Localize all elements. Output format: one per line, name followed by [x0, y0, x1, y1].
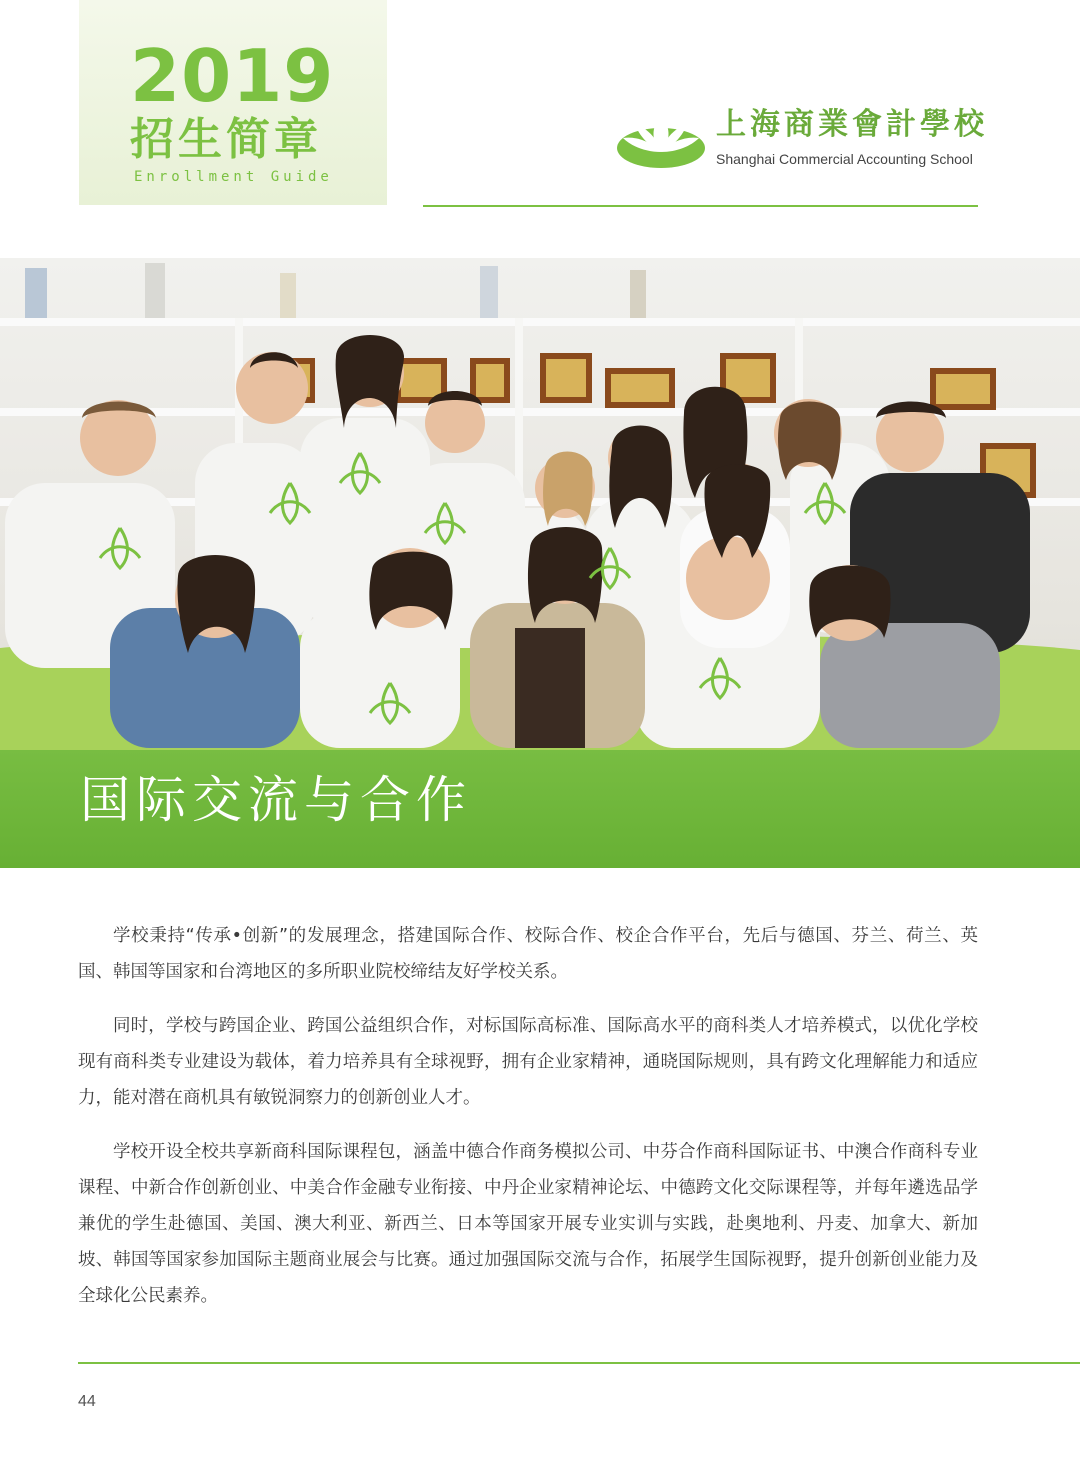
paragraph-3: 学校开设全校共享新商科国际课程包，涵盖中德合作商务模拟公司、中芬合作商科国际证书、中澳合作商科专业课程、中新合作创新创业、中美合作金融专业衔接、中丹企业家精神论坛、中德跨文化交际课程等，并每年遴选品学兼优的学生赴德国、美国、澳大利亚、新西兰、日本等国家开展专业实训与实践，赴奥地利、丹麦、加拿大、新加坡、韩国等国家参加国际主题商业展会与比赛。通过加强国际交流与合作，拓展学生国际视野，提升创新创业能力及全球化公民素养。 — [78, 1142, 978, 1306]
lotus-logo-icon — [615, 112, 707, 170]
section-title: 国际交流与合作 — [80, 771, 472, 829]
article-body — [78, 918, 978, 1332]
paragraph-1: 学校秉持“传承•创新”的发展理念，搭建国际合作、校际合作、校企合作平台，先后与德国、芬兰、荷兰、英国、韩国等国家和台湾地区的多所职业院校缔结友好学校关系。 — [78, 926, 978, 982]
school-name-en: Shanghai Commercial Accounting School — [716, 151, 973, 167]
header-divider — [423, 205, 978, 207]
guide-subtitle-en: Enrollment Guide — [134, 169, 333, 185]
guide-title: 招生简章 — [130, 114, 322, 165]
paragraph-2: 同时，学校与跨国企业、跨国公益组织合作，对标国际高标准、国际高水平的商科类人才培养模式，以优化学校现有商科类专业建设为载体，着力培养具有全球视野，拥有企业家精神，通晓国际规则，具有跨文化理解能力和适应力，能对潜在商机具有敏锐洞察力的创新创业人才。 — [78, 1016, 978, 1108]
school-name-cn: 上海商業會計學校 — [716, 107, 988, 142]
guide-year: 2019 — [130, 34, 335, 118]
footer-divider — [78, 1362, 1080, 1364]
page-number: 44 — [78, 1393, 96, 1410]
